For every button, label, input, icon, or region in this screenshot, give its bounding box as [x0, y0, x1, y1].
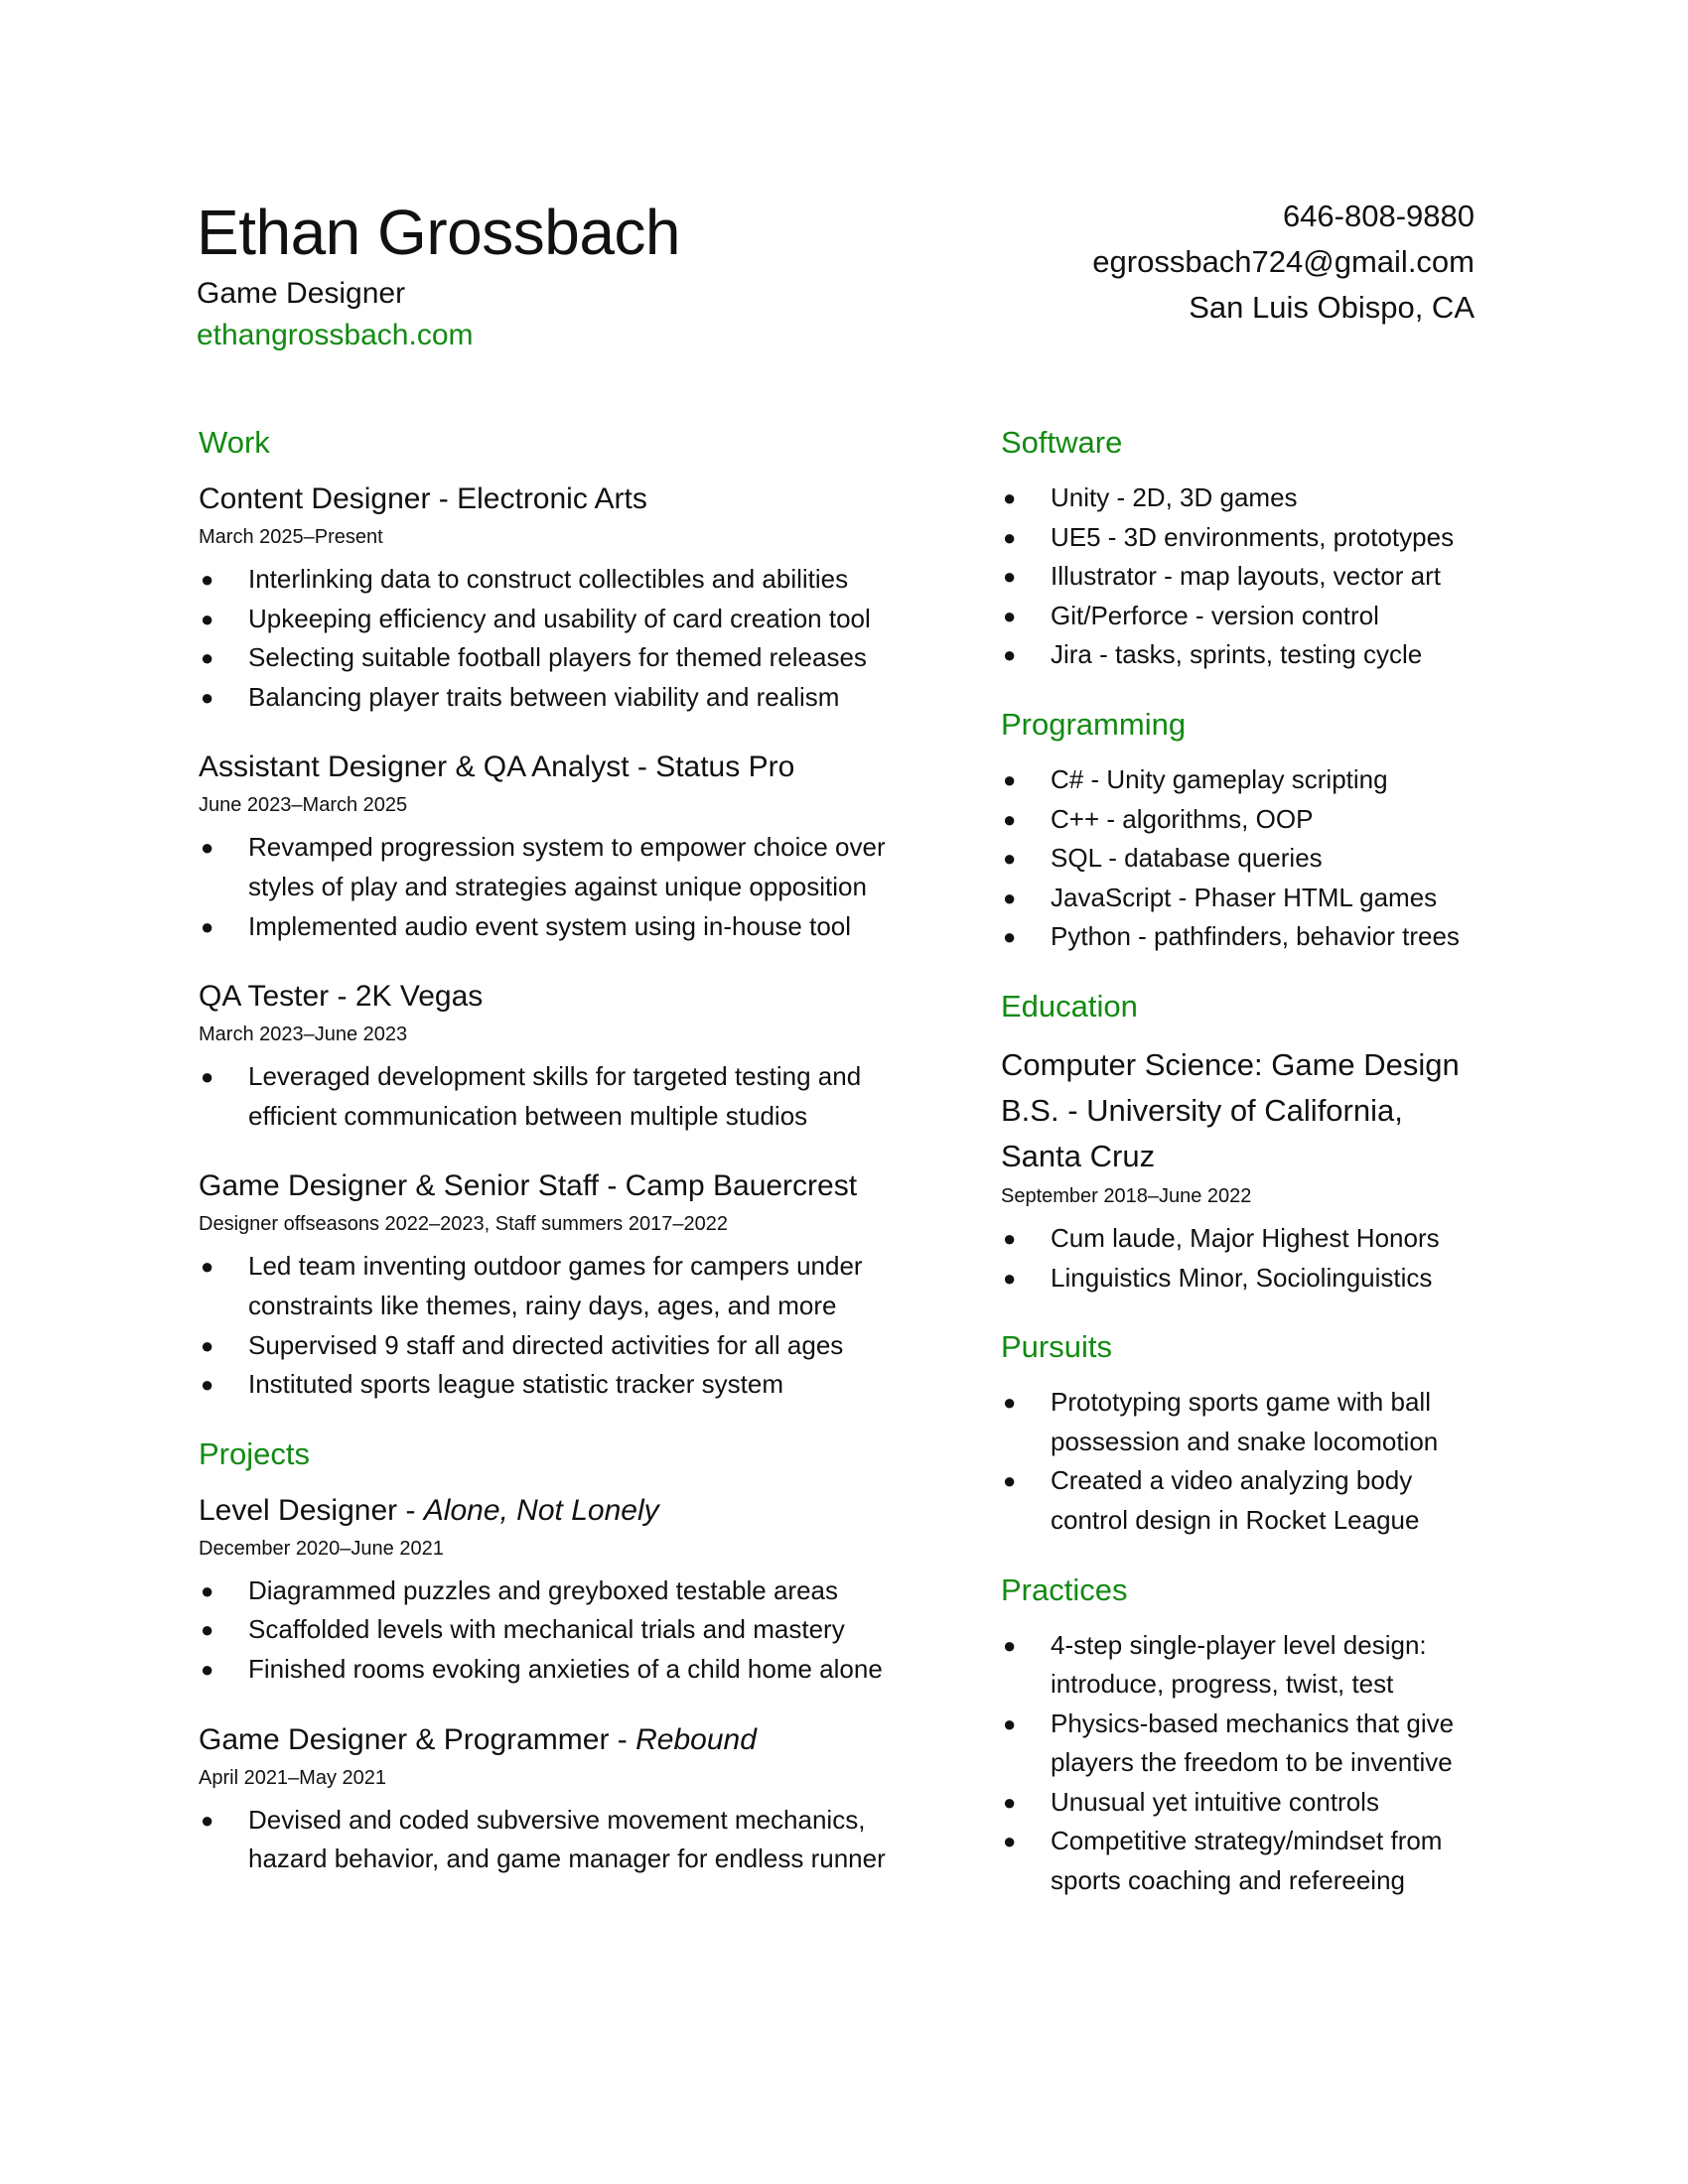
bullet-icon: ● — [1003, 1632, 1017, 1658]
list-item-text: Led team inventing outdoor games for campers under constraints like themes, rainy days, ages, and more — [248, 1251, 863, 1320]
list-item — [1001, 917, 1497, 957]
project-entry — [199, 1719, 933, 1879]
bullet-icon: ● — [1003, 1225, 1017, 1251]
bullet-icon: ● — [1003, 1710, 1017, 1736]
list-item — [199, 678, 933, 718]
list-item — [199, 1571, 933, 1611]
education-section — [1001, 985, 1497, 1297]
list-item — [1001, 1461, 1497, 1540]
bullet-icon: ● — [201, 567, 214, 592]
project-bullets — [199, 1571, 933, 1690]
list-item-text: Finished rooms evoking anxieties of a child home alone — [248, 1653, 883, 1684]
job-bullets — [199, 1057, 933, 1136]
job-bullets — [199, 1247, 933, 1404]
list-item-text: Physics-based mechanics that give players the freedom to be inventive — [1051, 1707, 1455, 1778]
project-entries — [199, 1490, 933, 1879]
bullet-icon: ● — [201, 835, 214, 861]
bullet-icon: ● — [1003, 524, 1017, 550]
phone: 646-808-9880 — [1282, 199, 1475, 233]
list-item-text: Interlinking data to construct collectibles and abilities — [248, 564, 849, 594]
list-item-text: Created a video analyzing body control design in Rocket League — [1051, 1465, 1420, 1535]
job-bullets — [199, 828, 933, 946]
list-item — [199, 828, 933, 906]
job-title: Assistant Designer & QA Analyst - Status Pro — [199, 751, 795, 784]
project-title — [199, 1719, 933, 1761]
pursuits-list — [1001, 1383, 1497, 1540]
contact-info — [1092, 194, 1475, 331]
list-item — [1001, 478, 1497, 518]
list-item-text: Implemented audio event system using in-house tool — [248, 910, 852, 941]
list-item — [1001, 1626, 1497, 1705]
project-date: April 2021–May 2021 — [199, 1766, 387, 1789]
section-heading-software: Software — [1001, 425, 1123, 460]
bullet-icon: ● — [1003, 485, 1017, 510]
list-item-text: JavaScript - Phaser HTML games — [1051, 882, 1438, 912]
bullet-icon: ● — [201, 1656, 214, 1682]
list-item-text: Jira - tasks, sprints, testing cycle — [1051, 639, 1423, 670]
bullet-icon: ● — [1003, 1390, 1017, 1416]
list-item-text: SQL - database queries — [1051, 843, 1323, 874]
list-item-text: Leveraged development skills for targeted testing and efficient communication between multiple studios — [248, 1061, 862, 1131]
list-item-text: Cum laude, Major Highest Honors — [1051, 1222, 1440, 1253]
list-item-text: Python - pathfinders, behavior trees — [1051, 921, 1460, 952]
section-heading-practices: Practices — [1001, 1571, 1128, 1607]
bullet-icon: ● — [201, 606, 214, 631]
list-item-text: Competitive strategy/mindset from sports coaching and refereeing — [1051, 1826, 1443, 1896]
section-heading-programming: Programming — [1001, 706, 1187, 742]
project-name: Rebound — [635, 1722, 757, 1756]
job-date: Designer offseasons 2022–2023, Staff summers 2017–2022 — [199, 1213, 728, 1236]
list-item — [199, 1365, 933, 1405]
list-item-text: Devised and coded subversive movement mechanics, hazard behavior, and game manager for endless runner — [248, 1804, 886, 1874]
list-item-text: Balancing player traits between viability and realism — [248, 681, 840, 712]
practices-section — [1001, 1569, 1497, 1901]
practices-list — [1001, 1626, 1497, 1901]
project-role: Level Designer - — [199, 1493, 424, 1527]
list-item-text: C++ - algorithms, OOP — [1051, 803, 1314, 834]
bullet-icon: ● — [201, 1372, 214, 1398]
bullet-icon: ● — [201, 645, 214, 671]
list-item-text: Scaffolded levels with mechanical trials and mastery — [248, 1614, 845, 1645]
bullet-icon: ● — [201, 1332, 214, 1358]
list-item-text: UE5 - 3D environments, prototypes — [1051, 521, 1455, 552]
job-title: Content Designer - Electronic Arts — [199, 482, 647, 515]
bullet-icon: ● — [1003, 846, 1017, 872]
education-date: September 2018–June 2022 — [1001, 1184, 1252, 1207]
project-bullets — [199, 1801, 933, 1879]
work-entry — [199, 747, 933, 946]
job-title: QA Tester - 2K Vegas — [199, 980, 484, 1014]
list-item — [1001, 597, 1497, 636]
section-heading-projects: Projects — [199, 1435, 310, 1471]
list-item-text: Selecting suitable football players for themed releases — [248, 642, 867, 673]
bullet-icon: ● — [1003, 1829, 1017, 1854]
work-entries — [199, 478, 933, 1405]
list-item — [199, 1801, 933, 1879]
list-item-text: Unusual yet intuitive controls — [1051, 1786, 1379, 1817]
list-item-text: Git/Perforce - version control — [1051, 600, 1379, 630]
job-title: Game Designer & Senior Staff - Camp Bauercrest — [199, 1169, 858, 1203]
list-item-text: Linguistics Minor, Sociolinguistics — [1051, 1262, 1433, 1293]
header-left — [197, 195, 680, 355]
list-item — [199, 1326, 933, 1366]
section-heading-pursuits: Pursuits — [1001, 1329, 1112, 1365]
list-item-text: 4-step single-player level design: introduce, progress, twist, test — [1051, 1629, 1427, 1700]
software-section — [1001, 421, 1497, 675]
left-column — [199, 421, 933, 1909]
list-item-text: Illustrator - map layouts, vector art — [1051, 561, 1442, 592]
list-item — [1001, 1259, 1497, 1298]
list-item — [1001, 1822, 1497, 1900]
degree-title: Computer Science: Game Design B.S. - University of California, Santa Cruz — [1001, 1046, 1460, 1173]
programming-section — [1001, 703, 1497, 957]
education-list — [1001, 1219, 1497, 1297]
website-link[interactable]: ethangrossbach.com — [197, 319, 474, 351]
list-item-text: Supervised 9 staff and directed activities for all ages — [248, 1329, 844, 1360]
project-date: December 2020–June 2021 — [199, 1537, 444, 1560]
list-item — [1001, 800, 1497, 840]
list-item — [199, 638, 933, 678]
list-item — [199, 600, 933, 639]
project-name: Alone, Not Lonely — [423, 1493, 659, 1527]
list-item — [1001, 635, 1497, 675]
candidate-name: Ethan Grossbach — [197, 197, 680, 268]
bullet-icon: ● — [201, 1617, 214, 1643]
location: San Luis Obispo, CA — [1189, 290, 1475, 325]
candidate-role: Game Designer — [197, 277, 406, 310]
programming-list — [1001, 760, 1497, 957]
email[interactable]: egrossbach724@gmail.com — [1092, 244, 1475, 279]
bullet-icon: ● — [201, 1577, 214, 1603]
list-item-text: Upkeeping efficiency and usability of card creation tool — [248, 603, 871, 633]
software-list — [1001, 478, 1497, 675]
list-item — [1001, 839, 1497, 879]
list-item-text: Revamped progression system to empower choice over styles of play and strategies against unique opposition — [248, 832, 886, 901]
pursuits-section — [1001, 1325, 1497, 1540]
work-entry — [199, 478, 933, 717]
list-item — [1001, 1783, 1497, 1823]
list-item — [199, 1247, 933, 1325]
bullet-icon: ● — [1003, 1789, 1017, 1815]
list-item — [199, 907, 933, 947]
bullet-icon: ● — [1003, 766, 1017, 792]
list-item-text: Unity - 2D, 3D games — [1051, 482, 1298, 512]
section-heading-education: Education — [1001, 988, 1138, 1024]
bullet-icon: ● — [1003, 1468, 1017, 1494]
job-date: June 2023–March 2025 — [199, 794, 408, 817]
bullet-icon: ● — [1003, 642, 1017, 668]
bullet-icon: ● — [1003, 806, 1017, 832]
work-entry — [199, 976, 933, 1136]
list-item — [1001, 1705, 1497, 1783]
list-item — [199, 1057, 933, 1136]
bullet-icon: ● — [1003, 1265, 1017, 1291]
bullet-icon: ● — [201, 684, 214, 710]
bullet-icon: ● — [201, 1254, 214, 1280]
list-item — [1001, 1219, 1497, 1259]
list-item-text: Diagrammed puzzles and greyboxed testable areas — [248, 1574, 839, 1605]
job-bullets — [199, 560, 933, 717]
list-item — [199, 1610, 933, 1650]
list-item — [199, 1650, 933, 1690]
job-date: March 2025–Present — [199, 526, 383, 548]
job-date: March 2023–June 2023 — [199, 1024, 408, 1046]
list-item — [1001, 879, 1497, 918]
list-item — [1001, 1383, 1497, 1461]
bullet-icon: ● — [201, 1807, 214, 1833]
project-title — [199, 1490, 933, 1532]
list-item-text: Instituted sports league statistic tracker system — [248, 1369, 783, 1400]
project-entry — [199, 1490, 933, 1690]
bullet-icon: ● — [1003, 564, 1017, 590]
bullet-icon: ● — [201, 913, 214, 939]
work-entry — [199, 1165, 933, 1404]
list-item-text: C# - Unity gameplay scripting — [1051, 763, 1388, 794]
right-column — [1001, 421, 1497, 1929]
section-heading-work: Work — [199, 425, 270, 460]
bullet-icon: ● — [1003, 885, 1017, 910]
bullet-icon: ● — [201, 1064, 214, 1090]
list-item — [1001, 557, 1497, 597]
bullet-icon: ● — [1003, 603, 1017, 628]
list-item — [199, 560, 933, 600]
list-item — [1001, 760, 1497, 800]
list-item — [1001, 518, 1497, 558]
list-item-text: Prototyping sports game with ball possession and snake locomotion — [1051, 1387, 1439, 1456]
bullet-icon: ● — [1003, 924, 1017, 950]
project-role: Game Designer & Programmer - — [199, 1722, 636, 1756]
